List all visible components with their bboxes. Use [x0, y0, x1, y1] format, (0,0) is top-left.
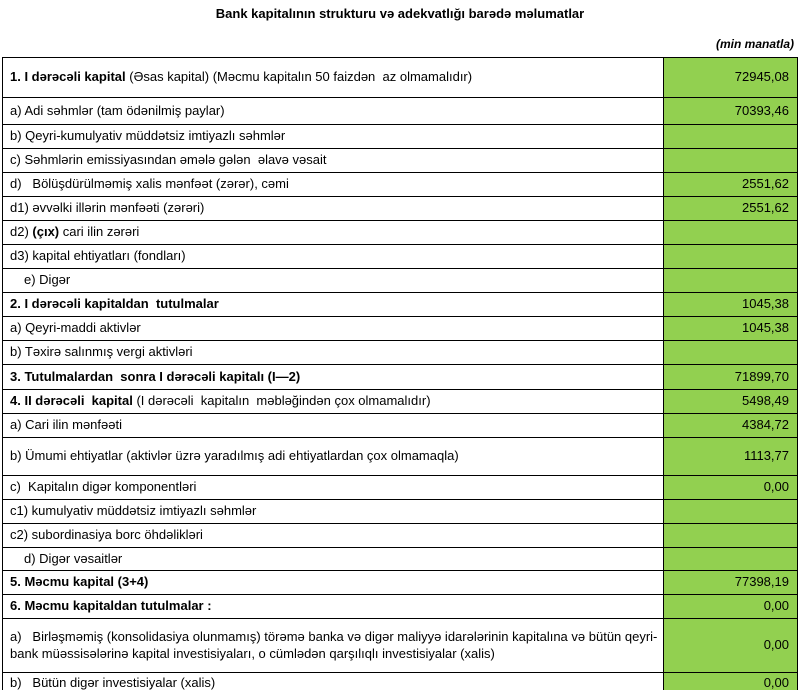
row-value: 77398,19 [664, 571, 798, 595]
page-title: Bank kapitalının strukturu və adekvatlığı barədə məlumatlar [215, 6, 585, 21]
table-row [3, 414, 798, 438]
row-label: d3) kapital ehtiyatları (fondları) [3, 245, 664, 269]
row-value [664, 221, 798, 245]
row-label: b) Bütün digər investisiyalar (xalis) [3, 673, 664, 690]
row-label: 6. Məcmu kapitaldan tutulmalar : [3, 595, 664, 619]
row-value: 1045,38 [664, 293, 798, 317]
row-value: 2551,62 [664, 197, 798, 221]
row-value: 5498,49 [664, 390, 798, 414]
table-row [3, 173, 798, 197]
row-label: d) Digər vəsaitlər [3, 548, 664, 571]
row-label: a) Birləşməmiş (konsolidasiya olunmamış) törəmə banka və digər maliyyə idarələrinin kapitalına və bütün qeyri-bank müəssisələrinə kapital investisiyaları, o cümlədən qarşılıqlı investisiyalar (xalis) [3, 619, 664, 673]
table-row [3, 619, 798, 673]
row-label: 4. II dərəcəli kapital (I dərəcəli kapitalın məbləğindən çox olmamalıdır) [3, 390, 664, 414]
row-value: 71899,70 [664, 365, 798, 390]
row-value [664, 269, 798, 293]
row-value: 72945,08 [664, 58, 798, 98]
row-label: a) Cari ilin mənfəəti [3, 414, 664, 438]
row-value: 0,00 [664, 595, 798, 619]
row-label: 3. Tutulmalardan sonra I dərəcəli kapitalı (I—2) [3, 365, 664, 390]
row-value [664, 500, 798, 524]
row-label: e) Digər [3, 269, 664, 293]
table-row [3, 317, 798, 341]
table-row [3, 365, 798, 390]
row-label: 1. I dərəcəli kapital (Əsas kapital) (Məcmu kapitalın 50 faizdən az olmamalıdır) [3, 58, 664, 98]
row-label: a) Qeyri-maddi aktivlər [3, 317, 664, 341]
table-row [3, 58, 798, 98]
table-row [3, 125, 798, 149]
row-label: c2) subordinasiya borc öhdəlikləri [3, 524, 664, 548]
row-value: 4384,72 [664, 414, 798, 438]
table-row [3, 595, 798, 619]
table-row [3, 98, 798, 125]
row-value: 70393,46 [664, 98, 798, 125]
table-row [3, 673, 798, 690]
table-row [3, 571, 798, 595]
table-row [3, 149, 798, 173]
row-value: 1113,77 [664, 438, 798, 476]
capital-structure-table [2, 57, 798, 690]
table-row [3, 245, 798, 269]
row-label: b) Qeyri-kumulyativ müddətsiz imtiyazlı səhmlər [3, 125, 664, 149]
row-label: d1) əvvəlki illərin mənfəəti (zərəri) [3, 197, 664, 221]
table-row [3, 548, 798, 571]
row-label: d) Bölüşdürülməmiş xalis mənfəət (zərər), cəmi [3, 173, 664, 197]
row-label: 5. Məcmu kapital (3+4) [3, 571, 664, 595]
table-row [3, 524, 798, 548]
row-value: 2551,62 [664, 173, 798, 197]
table-row [3, 500, 798, 524]
row-value [664, 341, 798, 365]
table-row [3, 341, 798, 365]
unit-note: (min manatla) [715, 37, 794, 51]
row-value [664, 245, 798, 269]
row-value: 1045,38 [664, 317, 798, 341]
row-value: 0,00 [664, 619, 798, 673]
row-label: c1) kumulyativ müddətsiz imtiyazlı səhmlər [3, 500, 664, 524]
row-value [664, 125, 798, 149]
row-value [664, 524, 798, 548]
table-row [3, 438, 798, 476]
table-row [3, 197, 798, 221]
table-row [3, 293, 798, 317]
row-label: c) Kapitalın digər komponentləri [3, 476, 664, 500]
row-label: c) Səhmlərin emissiyasından əmələ gələn əlavə vəsait [3, 149, 664, 173]
row-label: a) Adi səhmlər (tam ödənilmiş paylar) [3, 98, 664, 125]
table-row [3, 221, 798, 245]
row-value: 0,00 [664, 476, 798, 500]
row-label: b) Təxirə salınmış vergi aktivləri [3, 341, 664, 365]
table-row [3, 476, 798, 500]
row-value: 0,00 [664, 673, 798, 690]
table-row [3, 390, 798, 414]
row-value [664, 149, 798, 173]
table-row [3, 269, 798, 293]
row-label: b) Ümumi ehtiyatlar (aktivlər üzrə yaradılmış adi ehtiyatlardan çox olmamaqla) [3, 438, 664, 476]
row-label: d2) (çıx) cari ilin zərəri [3, 221, 664, 245]
row-value [664, 548, 798, 571]
row-label: 2. I dərəcəli kapitaldan tutulmalar [3, 293, 664, 317]
